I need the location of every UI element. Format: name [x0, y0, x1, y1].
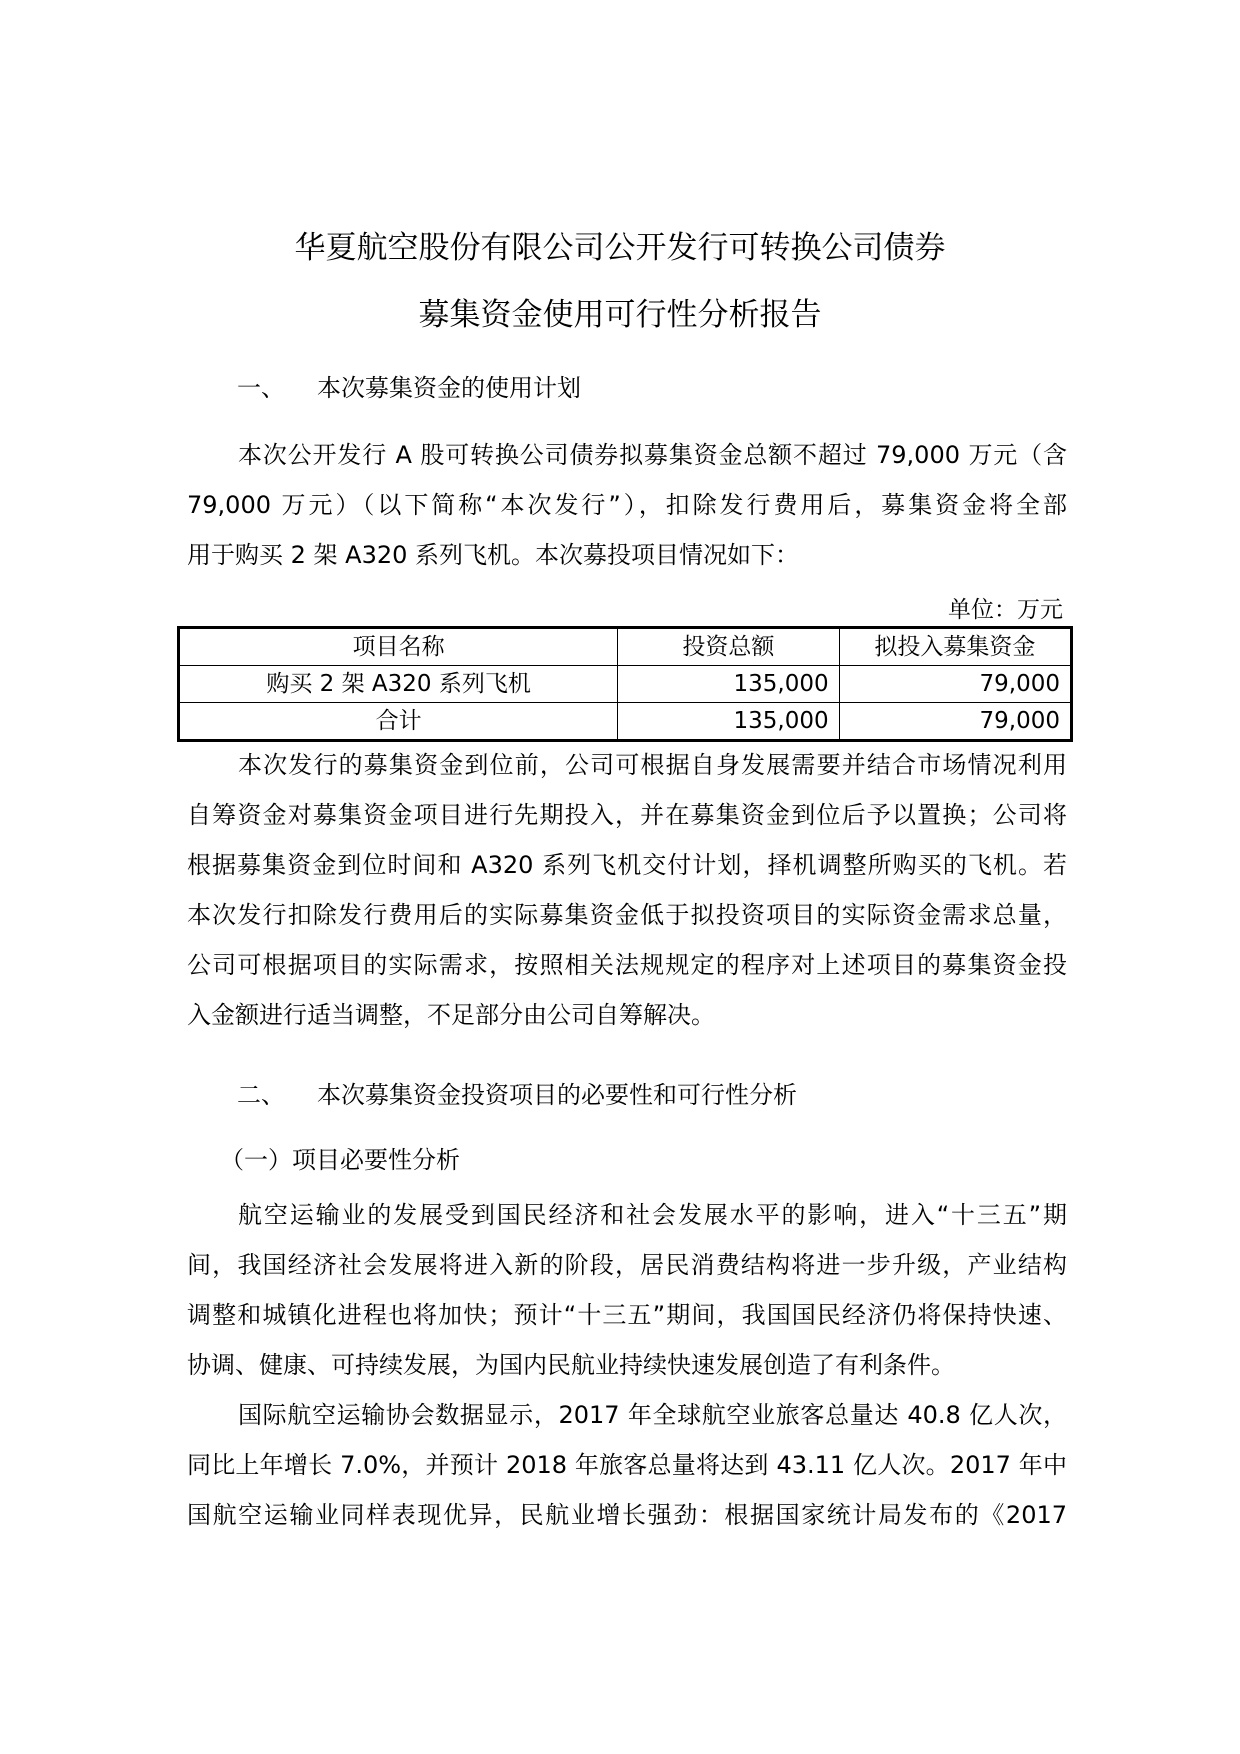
para1-line: 本次公开发行 A 股可转换公司债券拟募集资金总额不超过 79,000 万元（含 [238, 441, 1067, 469]
section2-heading [237, 1079, 797, 1111]
para3-line: 间，我国经济社会发展将进入新的阶段，居民消费结构将进一步升级，产业结构 [187, 1251, 1067, 1279]
section1-title: 本次募集资金的使用计划 [317, 374, 581, 402]
unit-label: 单位：万元 [948, 597, 1063, 623]
section1-heading [237, 372, 581, 404]
para2-line: 本次发行的募集资金到位前，公司可根据自身发展需要并结合市场情况利用 [238, 751, 1067, 779]
para2-line: 自筹资金对募集资金项目进行先期投入，并在募集资金到位后予以置换；公司将 [187, 801, 1067, 829]
table-row-total [179, 703, 1072, 741]
table-cell-project: 合计 [179, 703, 618, 741]
para4-line: 国航空运输业同样表现优异，民航业增长强劲：根据国家统计局发布的《2017 [187, 1501, 1067, 1529]
section1-number: 一、 [237, 374, 285, 402]
para3-line: 调整和城镇化进程也将加快；预计“十三五”期间，我国国民经济仍将保持快速、 [187, 1301, 1067, 1329]
table-header-cell: 项目名称 [179, 628, 618, 666]
para1-line: 用于购买 2 架 A320 系列飞机。本次募投项目情况如下： [187, 541, 800, 569]
para2-line: 根据募集资金到位时间和 A320 系列飞机交付计划，择机调整所购买的飞机。若 [187, 851, 1067, 879]
para2-line: 入金额进行适当调整，不足部分由公司自筹解决。 [187, 1001, 715, 1029]
fund-usage-table [177, 626, 1073, 742]
subsection-heading: （一）项目必要性分析 [220, 1146, 460, 1174]
para2-line: 公司可根据项目的实际需求，按照相关法规规定的程序对上述项目的募集资金投 [187, 951, 1067, 979]
table-cell-raised-funds: 79,000 [839, 703, 1071, 741]
document-title-line2: 募集资金使用可行性分析报告 [418, 297, 822, 333]
section2-number: 二、 [237, 1081, 285, 1109]
para4-line: 国际航空运输协会数据显示，2017 年全球航空业旅客总量达 40.8 亿人次， [238, 1401, 1067, 1429]
table-header-cell: 投资总额 [618, 628, 839, 666]
table-cell-total-investment: 135,000 [618, 666, 839, 703]
para4-line: 同比上年增长 7.0%，并预计 2018 年旅客总量将达到 43.11 亿人次。2017 年中 [187, 1451, 1067, 1479]
para3-line: 协调、健康、可持续发展，为国内民航业持续快速发展创造了有利条件。 [187, 1351, 955, 1379]
document-title-line1: 华夏航空股份有限公司公开发行可转换公司债券 [294, 230, 946, 266]
para2-line: 本次发行扣除发行费用后的实际募集资金低于拟投资项目的实际资金需求总量， [187, 901, 1067, 929]
table-cell-project: 购买 2 架 A320 系列飞机 [179, 666, 618, 703]
para3-line: 航空运输业的发展受到国民经济和社会发展水平的影响，进入“十三五”期 [238, 1201, 1067, 1229]
table-header-cell: 拟投入募集资金 [839, 628, 1071, 666]
para1-line: 79,000 万元）（以下简称“本次发行”），扣除发行费用后，募集资金将全部 [187, 491, 1067, 519]
table-row [179, 666, 1072, 703]
table-header-row [179, 628, 1072, 666]
table-cell-raised-funds: 79,000 [839, 666, 1071, 703]
table-cell-total-investment: 135,000 [618, 703, 839, 741]
section2-title: 本次募集资金投资项目的必要性和可行性分析 [317, 1081, 797, 1109]
